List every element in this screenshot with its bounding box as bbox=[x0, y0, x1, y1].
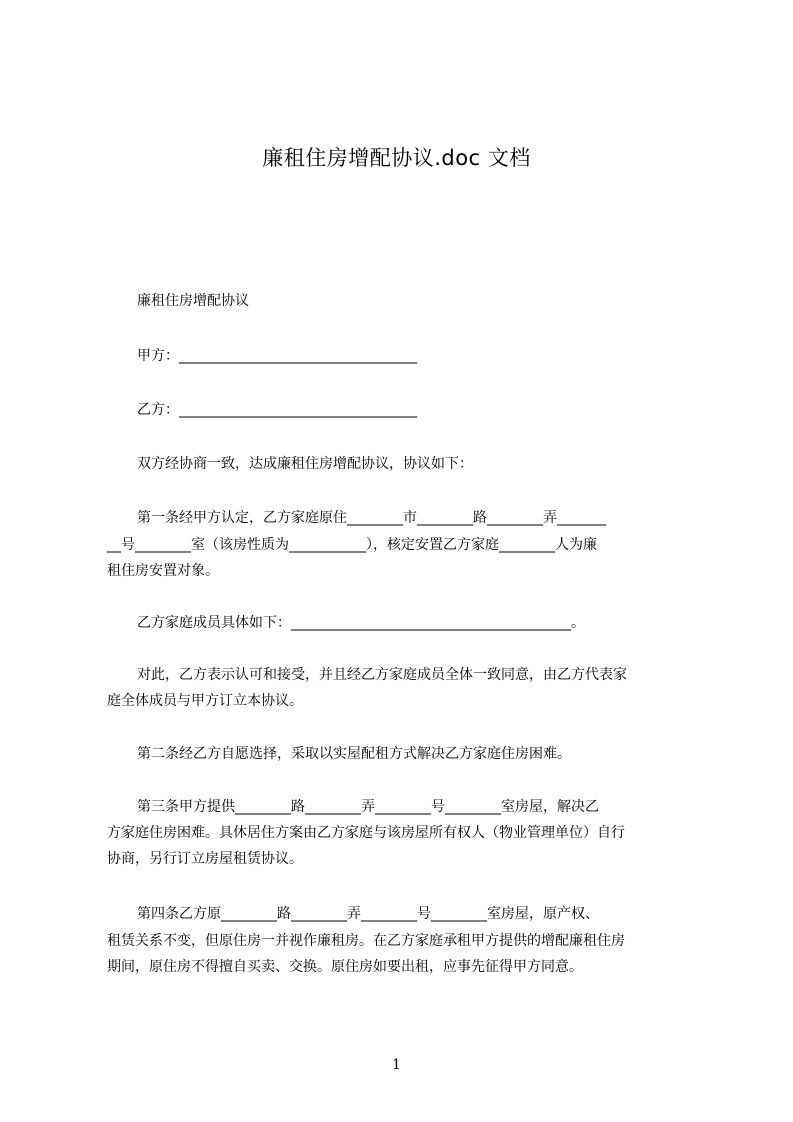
article-4-line-1: 第四条乙方原________路________弄________号________室房屋，原产权、 bbox=[137, 906, 599, 922]
article-3-line-2: 方家庭住房困难。具休居住方案由乙方家庭与该房屋所有权人（物业管理单位）自行 bbox=[107, 825, 625, 841]
family-members-line: 乙方家庭成员具体如下：________________________________________。 bbox=[137, 615, 585, 631]
party-b-line: 乙方：__________________________________ bbox=[137, 402, 417, 418]
page-number: 1 bbox=[392, 1057, 401, 1073]
article-1-line-2: __号________室（该房性质为___________），核定安置乙方家庭________人为廉 bbox=[107, 537, 597, 553]
consent-line-1: 对此，乙方表示认可和接受，并且经乙方家庭成员全体一致同意，由乙方代表家 bbox=[137, 667, 627, 683]
article-4-line-2: 租赁关系不变，但原住房一并视作廉租房。在乙方家庭承租甲方提供的增配廉租住房 bbox=[107, 933, 625, 949]
agreement-heading: 廉租住房增配协议 bbox=[137, 293, 249, 309]
document-title: 廉租住房增配协议.doc 文档 bbox=[262, 146, 531, 170]
intro-paragraph: 双方经协商一致，达成廉租住房增配协议，协议如下： bbox=[137, 456, 473, 472]
article-4-line-3: 期间，原住房不得擅自买卖、交换。原住房如要出租，应事先征得甲方同意。 bbox=[107, 959, 583, 975]
article-1-line-3: 租住房安置对象。 bbox=[107, 563, 219, 579]
article-3-line-1: 第三条甲方提供________路________弄________号________室房屋，解决乙 bbox=[137, 799, 599, 815]
article-1-line-1: 第一条经甲方认定，乙方家庭原住________市________路________弄_______ bbox=[137, 510, 606, 526]
article-3-line-3: 协商，另行订立房屋租赁协议。 bbox=[107, 851, 303, 867]
consent-line-2: 庭全体成员与甲方订立本协议。 bbox=[107, 693, 303, 709]
article-2-line: 第二条经乙方自愿选择，采取以实屋配租方式解决乙方家庭住房困难。 bbox=[137, 746, 571, 762]
party-a-line: 甲方：__________________________________ bbox=[137, 348, 417, 364]
